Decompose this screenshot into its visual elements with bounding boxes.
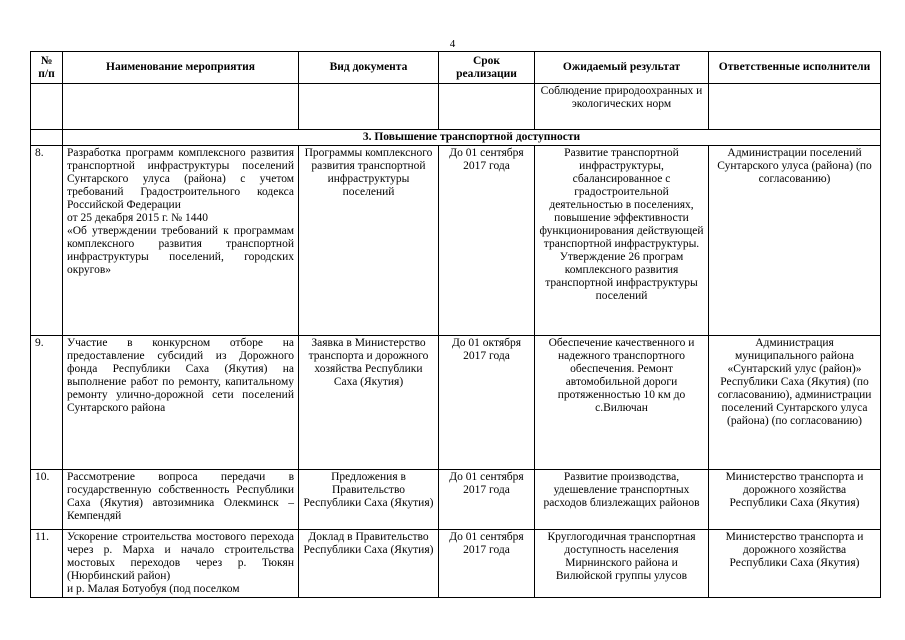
table-row — [31, 470, 881, 530]
row-num: 11. — [31, 530, 63, 598]
row-name: Участие в конкурсном отборе на предоставление субсидий из Дорожного фонда Республики Саха (Якутия) на выполнение работ по ремонту, капитальному ремонту улично-дорожной сети поселений Сунтарского района — [63, 336, 299, 470]
row-num: 8. — [31, 146, 63, 336]
row-name: Ускорение строительства мостового перехода через р. Марха и начало строительства мостовых переходов через р. Тюкян (Нюрбинский район) и р. Малая Ботуобуя (под поселком — [63, 530, 299, 598]
row-result: Обеспечение качественного и надежного транспортного обеспечения. Ремонт автомобильной дороги протяженностью 10 км до с.Вилючан — [535, 336, 709, 470]
carryover-result: Соблюдение природоохранных и экологических норм — [535, 84, 709, 130]
row-num: 9. — [31, 336, 63, 470]
table-row — [31, 146, 881, 336]
page-number: 4 — [449, 38, 456, 50]
row-result: Развитие транспортной инфраструктуры, сбалансированное с градостроительной деятельностью в поселениях, повышение эффективности функционирования действующей транспортной инфраструктуры. Утверждение 26 програм комплексного развития транспортной инфраструктуры поселений — [535, 146, 709, 336]
row-name: Рассмотрение вопроса передачи в государственную собственность Республики Саха (Якутия) автозимника Олекминск – Кемпендяй — [63, 470, 299, 530]
row-term: До 01 сентября 2017 года — [439, 146, 535, 336]
header-term: Срок реализации — [439, 52, 535, 84]
row-term: До 01 сентября 2017 года — [439, 470, 535, 530]
header-name: Наименование мероприятия — [63, 52, 299, 84]
table-row — [31, 530, 881, 598]
table-row — [31, 336, 881, 470]
header-result: Ожидаемый результат — [535, 52, 709, 84]
row-doc: Программы комплексного развития транспортной инфраструктуры поселений — [299, 146, 439, 336]
row-doc: Предложения в Правительство Республики Саха (Якутия) — [299, 470, 439, 530]
row-term: До 01 сентября 2017 года — [439, 530, 535, 598]
row-resp: Министерство транспорта и дорожного хозяйства Республики Саха (Якутия) — [709, 470, 881, 530]
header-doc: Вид документа — [299, 52, 439, 84]
section-header-row — [31, 130, 881, 146]
table-row-carryover — [31, 84, 881, 130]
row-resp: Администрации поселений Сунтарского улуса (района) (по согласованию) — [709, 146, 881, 336]
row-doc: Доклад в Правительство Республики Саха (Якутия) — [299, 530, 439, 598]
header-resp: Ответственные исполнители — [709, 52, 881, 84]
row-name: Разработка программ комплексного развития транспортной инфраструктуры поселений Сунтарского улуса (района) с учетом требований Градостроительного кодекса Российской Федерации от 25 декабря 2015 г. № 1440 «Об утверждении требований к программам комплексного развития транспортной инфраструктуры поселений, городских округов» — [63, 146, 299, 336]
row-resp: Министерство транспорта и дорожного хозяйства Республики Саха (Якутия) — [709, 530, 881, 598]
section-title: 3. Повышение транспортной доступности — [63, 130, 881, 146]
header-num: № п/п — [31, 52, 63, 84]
row-resp: Администрация муниципального района «Сунтарский улус (район)» Республики Саха (Якутия) (по согласованию), администрации поселений Сунтарского улуса (района) (по согласованию) — [709, 336, 881, 470]
row-doc: Заявка в Министерство транспорта и дорожного хозяйства Республики Саха (Якутия) — [299, 336, 439, 470]
row-num: 10. — [31, 470, 63, 530]
row-result: Развитие производства, удешевление транспортных расходов близлежащих районов — [535, 470, 709, 530]
row-term: До 01 октября 2017 года — [439, 336, 535, 470]
row-result: Круглогодичная транспортная доступность населения Мирнинского района и Вилюйской группы улусов — [535, 530, 709, 598]
activities-table — [30, 51, 881, 598]
table-header-row — [31, 52, 881, 84]
